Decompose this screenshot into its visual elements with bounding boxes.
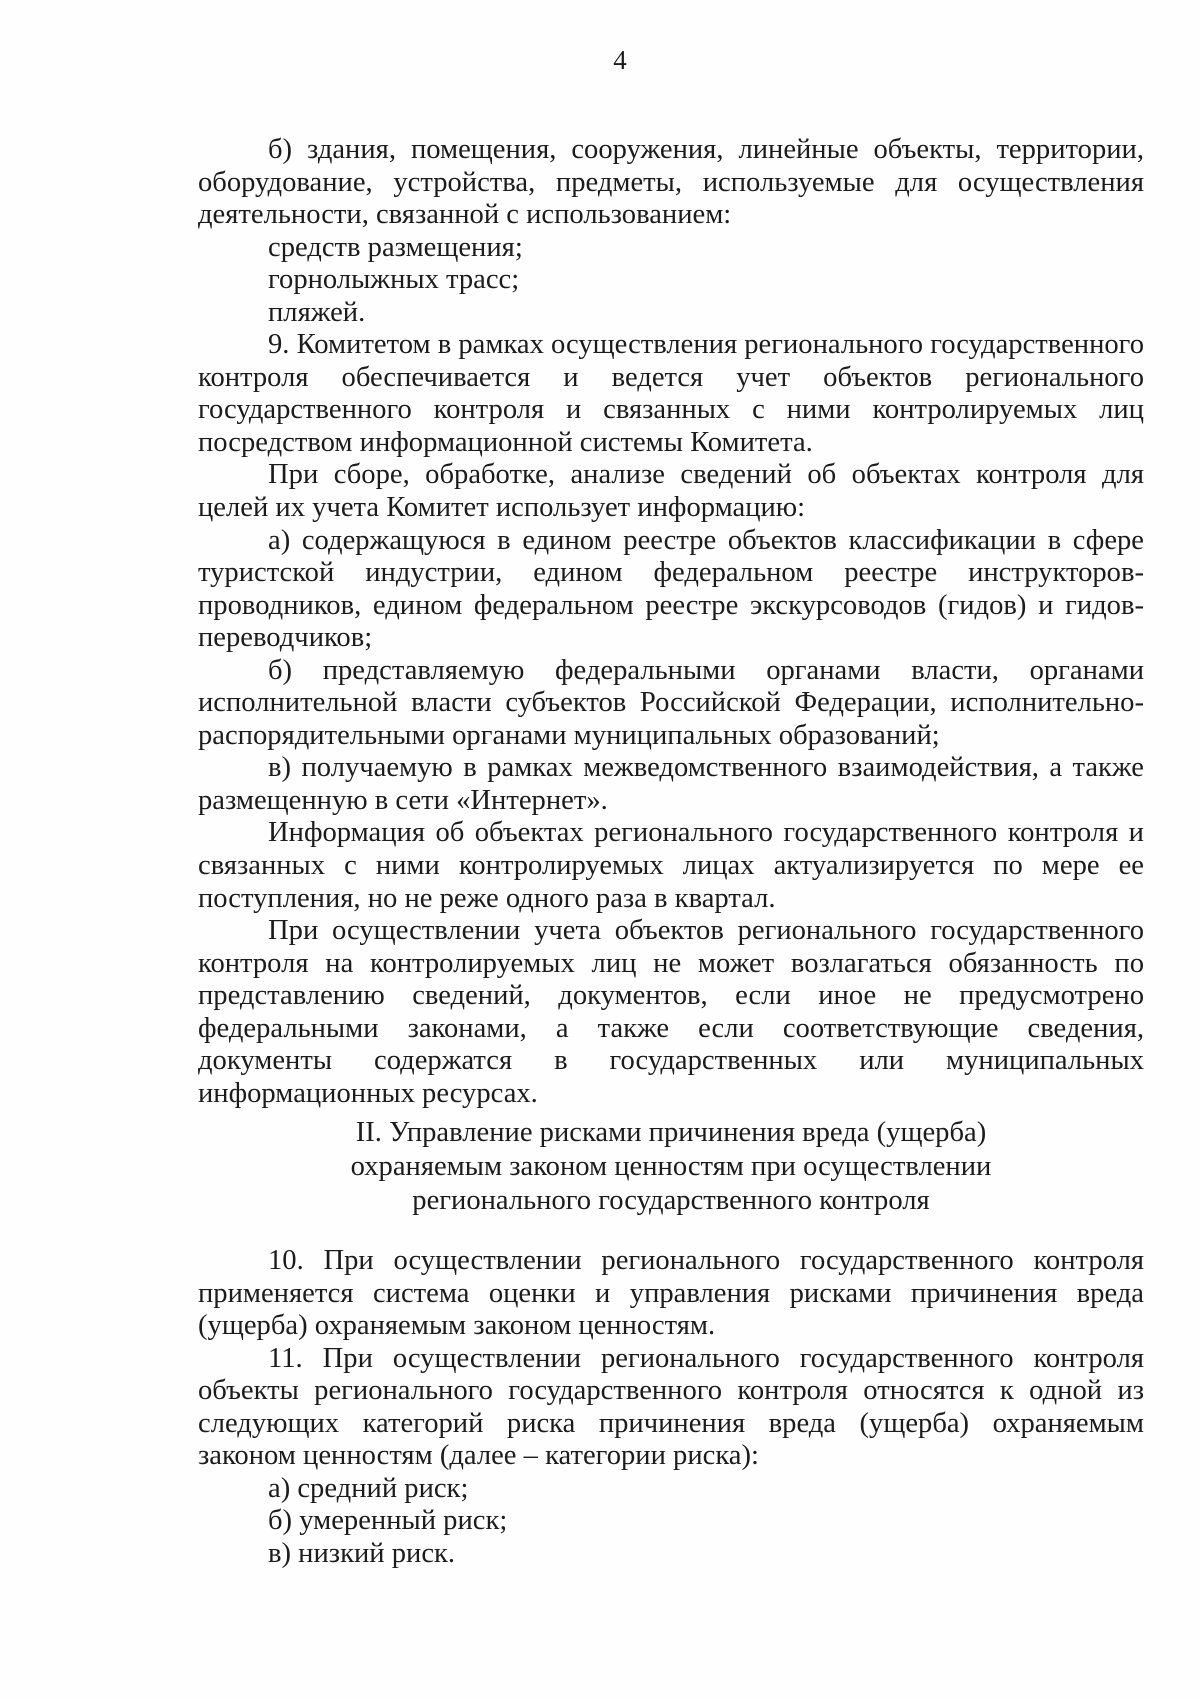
paragraph: При осуществлении учета объектов регионального государственного контроля на контролируемых лиц не может возлагаться обязанность по представлению сведений, документов, если иное не предусмотрено федеральными законами, а также если соответствующие сведения, документы содержатся в государственных или муниципальных информационных ресурсах. [198,915,1144,1109]
paragraph: 9. Комитетом в рамках осуществления регионального государственного контроля обеспечивается и ведется учет объектов регионального государственного контроля и связанных с ними контролируемых лиц посредством информационной системы Комитета. [198,329,1144,458]
paragraph: в) получаемую в рамках межведомственного взаимодействия, а также размещенную в сети «Интернет». [198,752,1144,816]
page-number: 4 [613,45,627,75]
paragraph: При сборе, обработке, анализе сведений об объектах контроля для целей их учета Комитет использует информацию: [198,459,1144,524]
paragraph: Информация об объектах регионального государственного контроля и связанных с ними контролируемых лицах актуализируется по мере ее поступления, но не реже одного раза в квартал. [198,817,1144,914]
list-item: а) средний риск; [268,1472,469,1504]
section-objects-accounting [198,134,1144,1110]
heading-line: регионального государственного контроля [412,1185,930,1216]
list-item: пляжей. [268,296,366,328]
paragraph: б) здания, помещения, сооружения, линейные объекты, территории, оборудование, устройства, предметы, используемые для осуществления деятельности, связанной с использованием: [198,134,1144,231]
list-item: б) умеренный риск; [268,1505,508,1537]
paragraph: б) представляемую федеральными органами власти, органами исполнительной власти субъектов Российской Федерации, исполнительно-распорядительными органами муниципальных образований; [198,654,1144,751]
paragraph: 10. При осуществлении регионального государственного контроля применяется система оценки и управления рисками причинения вреда (ущерба) охраняемым законом ценностям. [198,1245,1144,1342]
section-risk-management [198,1245,1144,1570]
paragraph: а) содержащуюся в едином реестре объектов классификации в сфере туристской индустрии, едином федеральном реестре инструкторов-проводников, едином федеральном реестре экскурсоводов (гидов) и гидов-переводчиков; [198,524,1144,654]
list-item: в) низкий риск. [268,1537,456,1569]
heading-line: II. Управление рисками причинения вреда (ущерба) [355,1117,987,1148]
list-item: горнолыжных трасс; [268,264,520,296]
list-item: средств размещения; [268,231,523,263]
section-heading [198,1116,1144,1218]
heading-line: охраняемым законом ценностям при осуществлении [350,1151,992,1182]
paragraph: 11. При осуществлении регионального государственного контроля объекты регионального государственного контроля относятся к одной из следующих категорий риска причинения вреда (ущерба) охраняемым законом ценностям (далее – категории риска): [198,1342,1144,1472]
